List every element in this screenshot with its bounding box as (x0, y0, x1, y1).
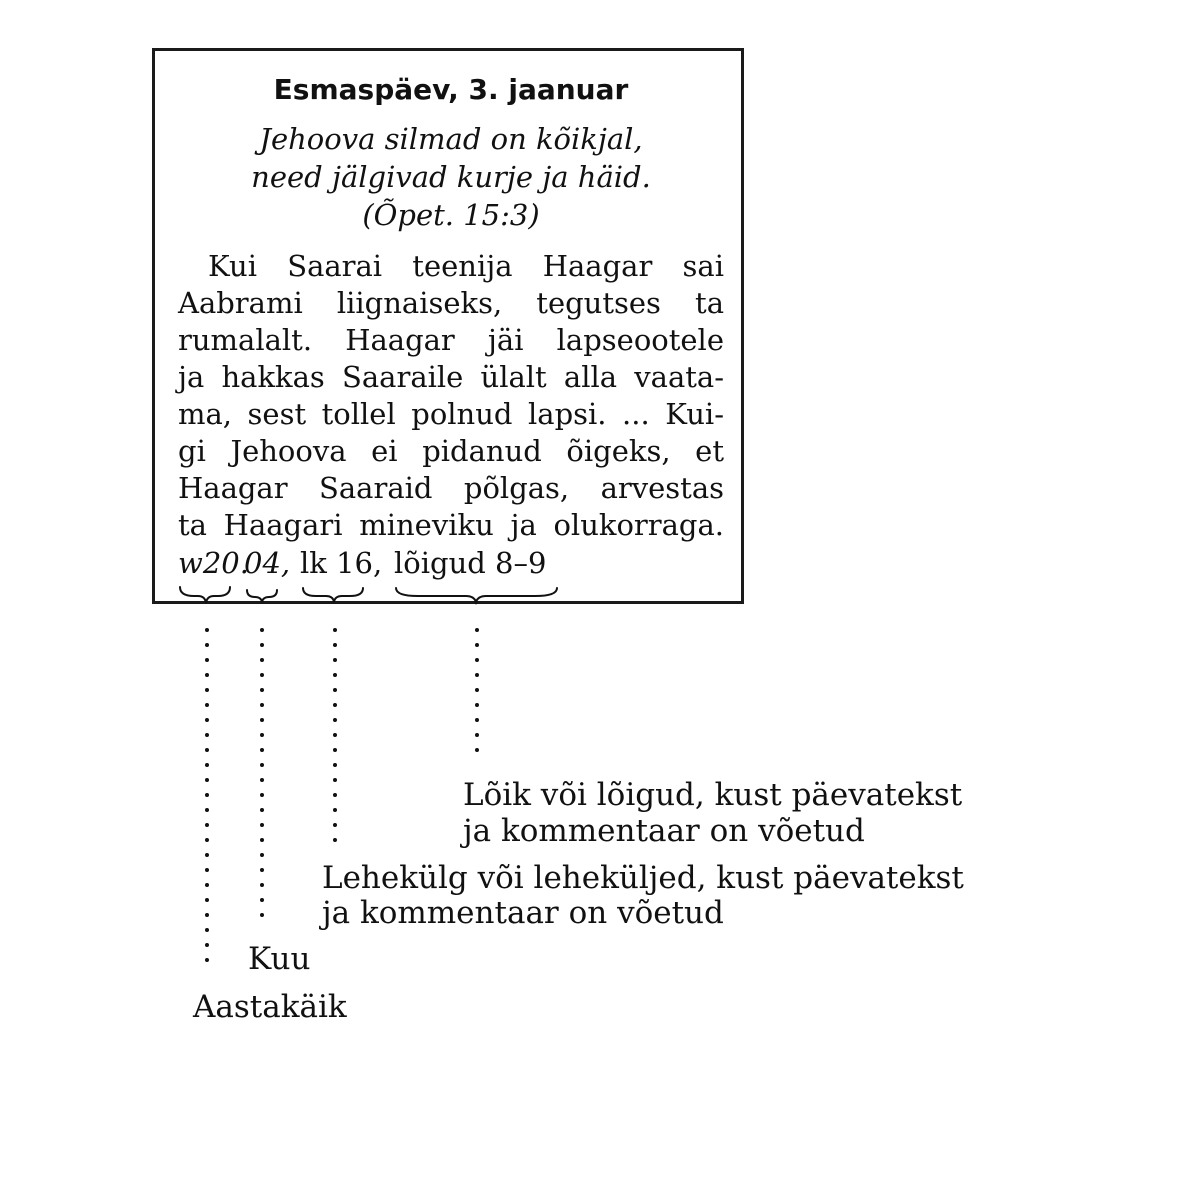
paragraph-line: rumalalt. Haagar jäi lapseootele (178, 323, 724, 357)
verse-line-1: Jehoova silmad on kõikjal, (259, 122, 643, 156)
reference-year: w20. (178, 546, 249, 580)
paragraph-line: Aabrami liignaiseks, tegutses ta (178, 286, 724, 320)
brace-paragraphs (396, 588, 557, 602)
reference-paragraphs: lõigud 8–9 (394, 546, 547, 580)
label-paragraphs-line-2: ja kommentaar on võetud (463, 813, 865, 849)
label-year: Aastakäik (193, 989, 347, 1025)
brace-page (303, 588, 363, 602)
reference-month: 04, (244, 546, 291, 580)
label-pages-line-2: ja kommentaar on võetud (322, 895, 724, 931)
paragraph-line: gi Jehoova ei pidanud õigeks, et (178, 434, 724, 468)
paragraph-line: ta Haagari mineviku ja olukorraga. (178, 508, 724, 542)
verse-line-2: need jälgivad kurje ja häid. (251, 160, 651, 194)
verse-reference: (Õpet. 15:3) (362, 198, 540, 232)
brace-month (247, 590, 277, 602)
reference-page: lk 16, (300, 546, 383, 580)
paragraph-line: ma, sest tollel polnud lapsi. ... Kui- (178, 397, 724, 431)
brace-year (180, 587, 230, 603)
paragraph-line: Kui Saarai teenija Haagar sai (208, 249, 724, 283)
paragraph-line: Haagar Saaraid põlgas, arvestas (178, 471, 724, 505)
date-heading: Esmaspäev, 3. jaanuar (273, 73, 629, 106)
label-month: Kuu (248, 941, 311, 977)
paragraph-line: ja hakkas Saaraile ülalt alla vaata- (178, 360, 724, 394)
label-pages-line-1: Lehekülg või leheküljed, kust päevatekst (322, 860, 964, 896)
label-paragraphs-line-1: Lõik või lõigud, kust päevatekst (463, 777, 963, 813)
